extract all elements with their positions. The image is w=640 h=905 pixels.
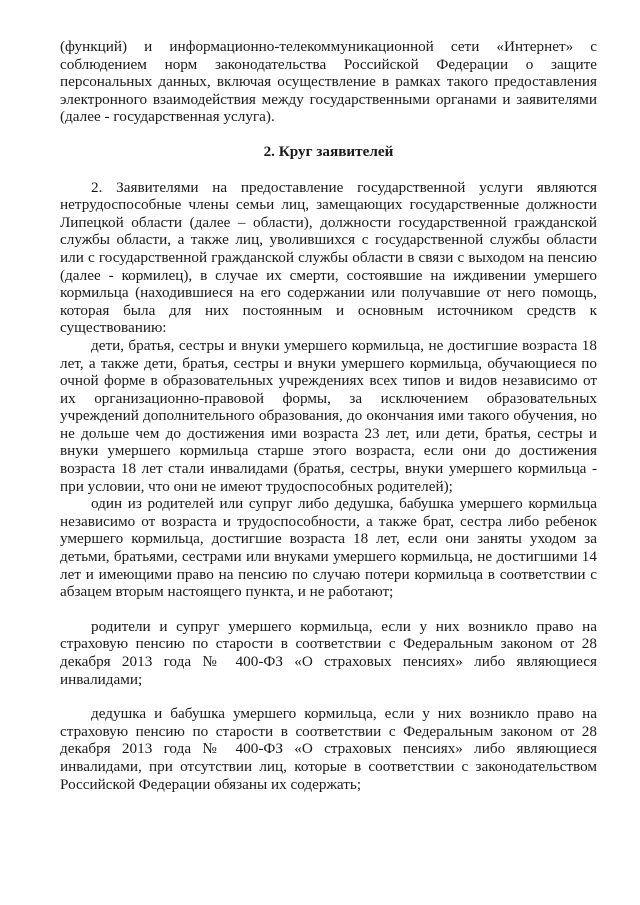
document-page <box>60 38 597 793</box>
intro-paragraph: (функций) и информационно-телекоммуникационной сети «Интернет» с соблюдением норм законодательства Российской Федерации о защите персональных данных, включая осуществление в рамках такого предоставления электронного взаимодействия между государственными органами и заявителями (далее - государственная услуга). <box>60 38 597 126</box>
paragraph-applicants-definition: 2. Заявителями на предоставление государственной услуги являются нетрудоспособные члены семьи лиц, замещающих государственные должности Липецкой области (далее – области), должности государственной гражданской службы области, а также лиц, уволившихся с государственной службы области или с государственной гражданской службы области в связи с выходом на пенсию (далее - кормилец), в случае их смерти, состоявшие на иждивении умершего кормильца (находившиеся на его содержании или получавшие от него помощь, которая была для них постоянным и основным источником средств к существованию: <box>60 178 597 337</box>
paragraph-grandparents: дедушка и бабушка умершего кормильца, если у них возникло право на страховую пенсию по старости в соответствии с Федеральным законом от 28 декабря 2013 года № 400-ФЗ «О страховых пенсиях» либо являющиеся инвалидами, при отсутствии лиц, которые в соответствии с законодательством Российской Федерации обязаны их содержать; <box>60 705 597 793</box>
paragraph-children-siblings: дети, братья, сестры и внуки умершего кормильца, не достигшие возраста 18 лет, а также дети, братья, сестры и внуки умершего кормильца, обучающиеся по очной форме в образовательных учреждениях всех типов и видов независимо от их организационно-правовой формы, за исключением образовательных учреждений дополнительного образования, до окончания ими такого обучения, но не дольше чем до достижения ими возраста 23 лет, или дети, братья, сестры и внуки умершего кормильца старше этого возраста, если они до достижения возраста 18 лет стали инвалидами (братья, сестры, внуки умершего кормильца - при условии, что они не имеют трудоспособных родителей); <box>60 336 597 495</box>
paragraph-parents-spouse: родители и супруг умершего кормильца, если у них возникло право на страховую пенсию по старости в соответствии с Федеральным законом от 28 декабря 2013 года № 400-ФЗ «О страховых пенсиях» либо являющиеся инвалидами; <box>60 617 597 688</box>
section-heading: 2. Круг заявителей <box>263 142 394 160</box>
paragraph-caregivers: один из родителей или супруг либо дедушка, бабушка умершего кормильца независимо от возраста и трудоспособности, а также брат, сестра либо ребенок умершего кормильца, достигшие возраста 18 лет, если они заняты уходом за детьми, братьями, сестрами или внуками умершего кормильца, не достигшими 14 лет и имеющими право на пенсию по случаю потери кормильца в соответствии с абзацем вторым настоящего пункта, и не работают; <box>60 495 597 601</box>
